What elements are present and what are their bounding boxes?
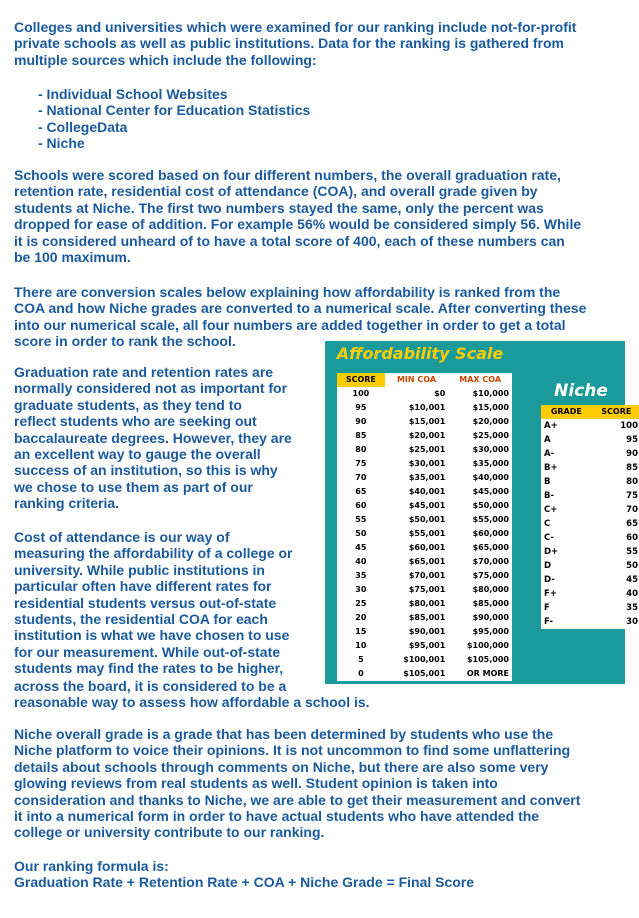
niche-row	[541, 461, 639, 475]
affordability-row	[337, 541, 512, 555]
max-coa-cell: $20,000	[472, 417, 509, 426]
affordability-score-cell: 95	[337, 401, 385, 415]
formula-block	[14, 858, 629, 891]
max-coa-cell: $70,000	[472, 557, 509, 566]
graduation-line: success of an institution, so this is why	[14, 462, 278, 479]
niche-line: details about schools through comments on Niche, but there are also some very	[14, 758, 549, 775]
min-coa-cell: $15,001	[408, 417, 446, 426]
niche-scale-title: Niche	[554, 381, 608, 401]
affordability-row	[337, 429, 512, 443]
affordability-row	[337, 513, 512, 527]
max-coa-cell: $25,000	[472, 431, 509, 440]
cost-line: students may find the rates to be higher,	[14, 660, 284, 677]
conversion-line: score in order to rank the school.	[14, 333, 236, 350]
min-coa-cell: $40,001	[408, 487, 446, 496]
scoring-line: retention rate, residential cost of attendance (COA), and overall grade given by	[14, 183, 538, 200]
conversion-line: There are conversion scales below explaining how affordability is ranked from the	[14, 284, 561, 300]
max-coa-cell: $50,000	[472, 501, 509, 510]
cost-line: particular often have different rates for	[14, 578, 272, 595]
intro-line: multiple sources which include the following:	[14, 51, 317, 68]
niche-row	[541, 517, 639, 531]
grade-cell: C	[544, 519, 551, 529]
niche-row	[541, 545, 639, 559]
niche-row	[541, 531, 639, 545]
cost-line: measuring the affordability of a college or	[14, 545, 293, 562]
intro-paragraph	[14, 19, 629, 68]
affordability-score-cell: 55	[337, 513, 385, 527]
min-coa-cell: $55,001	[408, 529, 446, 538]
cost-line: students, the residential COA for each	[14, 611, 268, 628]
affordability-score-cell: 50	[337, 527, 385, 541]
max-coa-header: MAX COA	[448, 373, 512, 387]
affordability-row	[337, 625, 512, 639]
grade-cell: F	[544, 603, 550, 613]
affordability-score-cell: 70	[337, 471, 385, 485]
niche-score-cell: 80	[626, 477, 638, 487]
min-coa-cell: $35,001	[408, 473, 446, 482]
niche-line: Niche platform to voice their opinions. It is not uncommon to find some unflattering	[14, 742, 571, 759]
graduation-line: reflect students who are seeking out	[14, 413, 257, 430]
niche-score-cell: 75	[626, 491, 638, 501]
niche-line: glowing reviews from real students as well. Student opinion is taken into	[14, 775, 498, 792]
affordability-row	[337, 415, 512, 429]
scoring-line: Schools were scored based on four different numbers, the overall graduation rate,	[14, 167, 561, 183]
affordability-score-cell: 35	[337, 569, 385, 583]
affordability-row	[337, 639, 512, 653]
min-coa-cell: $105,001	[403, 669, 446, 678]
min-coa-cell: $100,001	[403, 655, 446, 664]
grade-cell: D	[544, 561, 552, 571]
niche-row	[541, 447, 639, 461]
intro-line: Colleges and universities which were examined for our ranking include not-for-profit	[14, 19, 577, 35]
affordability-score-cell: 45	[337, 541, 385, 555]
grade-cell: D-	[544, 575, 555, 585]
max-coa-cell: OR MORE	[466, 669, 509, 678]
affordability-row	[337, 485, 512, 499]
max-coa-cell: $85,000	[472, 599, 509, 608]
formula-heading: Our ranking formula is:	[14, 858, 169, 874]
niche-paragraph	[14, 726, 629, 841]
min-coa-cell: $75,001	[408, 585, 446, 594]
conversion-line: into our numerical scale, all four numbers are added together in order to get a total	[14, 316, 566, 333]
niche-score-cell: 90	[626, 449, 638, 459]
cost-line: university. While public institutions in	[14, 561, 265, 578]
scoring-line: dropped for ease of addition. For example 56% would be considered simply 56. While	[14, 216, 582, 233]
min-coa-cell: $70,001	[408, 571, 446, 580]
max-coa-cell: $100,000	[466, 641, 509, 650]
cost-line: reasonable way to assess how affordable a school is.	[14, 694, 370, 711]
min-coa-cell: $65,001	[408, 557, 446, 566]
niche-row	[541, 601, 639, 615]
cost-line: for our measurement. While out-of-state	[14, 643, 281, 660]
scoring-paragraph	[14, 167, 629, 265]
affordability-row	[337, 569, 512, 583]
affordability-row	[337, 471, 512, 485]
grade-cell: F+	[544, 589, 557, 599]
affordability-score-cell: 5	[337, 653, 385, 667]
grade-cell: D+	[544, 547, 559, 557]
max-coa-cell: $10,000	[472, 389, 509, 398]
source-item: - Niche	[38, 135, 85, 152]
affordability-row	[337, 387, 512, 401]
affordability-score-cell: 85	[337, 429, 385, 443]
affordability-score-cell: 60	[337, 499, 385, 513]
graduation-line: ranking criteria.	[14, 495, 120, 512]
max-coa-cell: $90,000	[472, 613, 509, 622]
niche-score-cell: 45	[626, 575, 638, 585]
intro-line: private schools as well as public institutions. Data for the ranking is gathered from	[14, 35, 565, 52]
affordability-row	[337, 667, 512, 681]
niche-line: consideration and thanks to Niche, we are able to get their measurement and convert	[14, 791, 581, 808]
graduation-line: normally considered not as important for	[14, 380, 288, 397]
niche-row	[541, 433, 639, 447]
niche-score-cell: 35	[626, 603, 638, 613]
cost-line: residential students versus out-of-state	[14, 594, 277, 611]
niche-row	[541, 573, 639, 587]
max-coa-cell: $45,000	[472, 487, 509, 496]
affordability-row	[337, 653, 512, 667]
affordability-row	[337, 597, 512, 611]
niche-row	[541, 475, 639, 489]
niche-score-cell: 85	[626, 463, 638, 473]
niche-line: Niche overall grade is a grade that has been determined by students who use the	[14, 726, 554, 742]
graduation-line: graduate students, as they tend to	[14, 396, 242, 413]
affordability-row	[337, 499, 512, 513]
max-coa-cell: $75,000	[472, 571, 509, 580]
max-coa-cell: $40,000	[472, 473, 509, 482]
score-header: SCORE	[337, 373, 385, 387]
niche-header-row	[541, 405, 639, 419]
conversion-paragraph	[14, 284, 629, 350]
niche-scale-table	[541, 405, 639, 629]
formula-text: Graduation Rate + Retention Rate + COA + Niche Grade = Final Score	[14, 874, 475, 891]
niche-score-header: SCORE	[592, 405, 639, 419]
niche-row	[541, 489, 639, 503]
graduation-line: an excellent way to gauge the overall	[14, 446, 261, 463]
min-coa-cell: $45,001	[408, 501, 446, 510]
affordability-score-cell: 40	[337, 555, 385, 569]
niche-row	[541, 503, 639, 517]
max-coa-cell: $35,000	[472, 459, 509, 468]
min-coa-cell: $0	[434, 389, 446, 398]
affordability-row	[337, 555, 512, 569]
affordability-score-cell: 10	[337, 639, 385, 653]
min-coa-cell: $25,001	[408, 445, 446, 454]
niche-row	[541, 615, 639, 629]
grade-cell: A	[544, 435, 551, 445]
affordability-score-cell: 15	[337, 625, 385, 639]
min-coa-cell: $10,001	[408, 403, 446, 412]
min-coa-cell: $20,001	[408, 431, 446, 440]
affordability-row	[337, 457, 512, 471]
affordability-score-cell: 90	[337, 415, 385, 429]
grade-cell: B-	[544, 491, 555, 501]
affordability-score-cell: 25	[337, 597, 385, 611]
affordability-score-cell: 20	[337, 611, 385, 625]
conversion-line: COA and how Niche grades are converted to a numerical scale. After converting these	[14, 300, 587, 317]
affordability-score-cell: 100	[337, 387, 385, 401]
niche-score-cell: 55	[626, 547, 638, 557]
grade-cell: A-	[544, 449, 555, 459]
grade-cell: C+	[544, 505, 558, 515]
grade-cell: C-	[544, 533, 554, 543]
niche-line: it into a numerical form in order to have actual students who have attended the	[14, 808, 540, 825]
affordability-score-cell: 80	[337, 443, 385, 457]
scoring-line: be 100 maximum.	[14, 249, 131, 266]
niche-row	[541, 587, 639, 601]
grade-cell: B+	[544, 463, 558, 473]
min-coa-cell: $30,001	[408, 459, 446, 468]
source-item: - Individual School Websites	[38, 86, 228, 102]
max-coa-cell: $55,000	[472, 515, 509, 524]
affordability-score-cell: 75	[337, 457, 385, 471]
max-coa-cell: $60,000	[472, 529, 509, 538]
graduation-line: we chose to use them as part of our	[14, 478, 253, 495]
cost-line: Cost of attendance is our way of	[14, 529, 230, 545]
affordability-score-cell: 65	[337, 485, 385, 499]
affordability-panel	[325, 341, 638, 684]
max-coa-cell: $95,000	[472, 627, 509, 636]
affordability-title: Affordability Scale	[336, 344, 504, 363]
niche-score-cell: 60	[626, 533, 638, 543]
min-coa-cell: $85,001	[408, 613, 446, 622]
cost-line: institution is what we have chosen to use	[14, 627, 290, 644]
max-coa-cell: $30,000	[472, 445, 509, 454]
graduation-paragraph	[14, 364, 319, 512]
source-item: - CollegeData	[38, 118, 128, 135]
min-coa-cell: $95,001	[408, 641, 446, 650]
affordability-score-cell: 30	[337, 583, 385, 597]
grade-cell: B	[544, 477, 551, 487]
scoring-line: it is considered unheard of to have a total score of 400, each of these numbers can	[14, 232, 565, 249]
grade-header: GRADE	[541, 405, 592, 419]
affordability-score-cell: 0	[337, 667, 385, 681]
grade-cell: A+	[544, 421, 558, 431]
niche-score-cell: 40	[626, 589, 638, 599]
affordability-header-row	[337, 373, 512, 387]
niche-score-cell: 30	[626, 617, 638, 627]
niche-line: college or university contribute to our ranking.	[14, 824, 325, 841]
max-coa-cell: $80,000	[472, 585, 509, 594]
min-coa-cell: $60,001	[408, 543, 446, 552]
graduation-line: baccalaureate degrees. However, they are	[14, 429, 292, 446]
max-coa-cell: $15,000	[472, 403, 509, 412]
min-coa-cell: $80,001	[408, 599, 446, 608]
source-item: - National Center for Education Statistics	[38, 102, 311, 119]
affordability-row	[337, 527, 512, 541]
niche-score-cell: 70	[626, 505, 638, 515]
max-coa-cell: $105,000	[466, 655, 509, 664]
niche-score-cell: 50	[626, 561, 638, 571]
affordability-row	[337, 611, 512, 625]
affordability-row	[337, 401, 512, 415]
affordability-row	[337, 583, 512, 597]
scoring-line: students at Niche. The first two numbers stayed the same, only the percent was	[14, 199, 544, 216]
niche-score-cell: 65	[626, 519, 638, 529]
graduation-line: Graduation rate and retention rates are	[14, 364, 274, 380]
niche-row	[541, 559, 639, 573]
max-coa-cell: $65,000	[472, 543, 509, 552]
affordability-table	[337, 373, 512, 681]
grade-cell: F-	[544, 617, 554, 627]
min-coa-cell: $50,001	[408, 515, 446, 524]
sources-list	[38, 86, 310, 152]
niche-row	[541, 419, 639, 433]
affordability-row	[337, 443, 512, 457]
cost-paragraph	[14, 529, 319, 677]
niche-score-cell: 100	[620, 421, 638, 431]
cost-line: across the board, it is considered to be a	[14, 678, 287, 694]
min-coa-header: MIN COA	[385, 373, 449, 387]
min-coa-cell: $90,001	[408, 627, 446, 636]
niche-score-cell: 95	[626, 435, 638, 445]
